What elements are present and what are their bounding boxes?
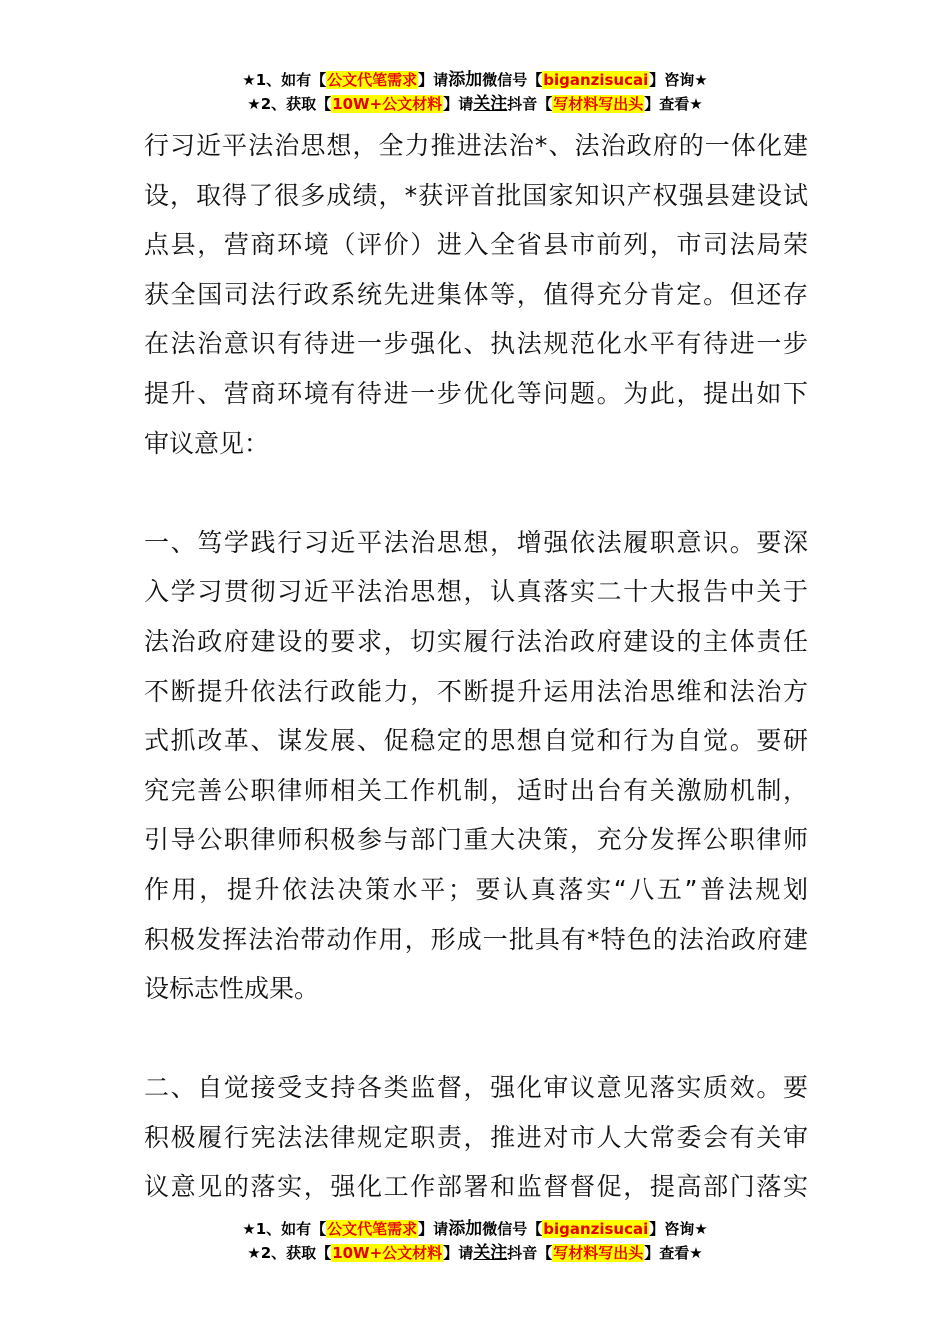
banner-text: 】咨询★ [649, 1220, 708, 1238]
text-line: 设，取得了很多成绩，*获评首批国家知识产权强县建设试 [144, 180, 808, 210]
text-line: 不断提升依法行政能力，不断提升运用法治思维和法治方 [144, 676, 808, 706]
banner-highlight: 公文代笔需求 [327, 1220, 418, 1238]
banner-wechat-id: biganzisucai [543, 71, 649, 89]
banner-wechat-id: biganzisucai [543, 1220, 649, 1238]
paragraph-intro [144, 121, 808, 468]
banner-line-2 [0, 92, 950, 116]
banner-text: ★2、获取【 [247, 1244, 332, 1262]
paragraph-one [144, 518, 808, 1014]
banner-text: 】咨询★ [649, 71, 708, 89]
banner-highlight: 10W+公文材料 [332, 95, 443, 113]
banner-highlight: 公文代笔需求 [327, 71, 418, 89]
banner-text: 】请 [418, 71, 449, 89]
text-line: 引导公职律师积极参与部门重大决策，充分发挥公职律师 [144, 825, 808, 855]
text-line: 议意见的落实，强化工作部署和监督督促，提高部门落实 [144, 1172, 808, 1202]
paragraph-gap [144, 1014, 808, 1064]
paragraph-two [144, 1063, 808, 1212]
banner-emphasis: 添加 [448, 70, 483, 90]
text-line: 究完善公职律师相关工作机制，适时出台有关激励机制， [144, 775, 808, 805]
text-line: 设标志性成果。 [144, 974, 320, 1004]
banner-emphasis: 关注 [473, 1243, 508, 1263]
banner-douyin-id: 写材料写出头 [553, 1244, 644, 1262]
text-line: 积极发挥法治带动作用，形成一批具有*特色的法治政府建 [144, 924, 808, 954]
banner-text: 抖音【 [507, 1244, 553, 1262]
text-line: 在法治意识有待进一步强化、执法规范化水平有待进一步 [144, 329, 808, 359]
text-line: 作用，提升依法决策水平；要认真落实“八五”普法规划 [144, 874, 808, 904]
top-banner [0, 68, 950, 116]
text-line: 积极履行宪法法律规定职责，推进对市人大常委会有关审 [144, 1122, 808, 1152]
banner-emphasis: 添加 [448, 1219, 483, 1239]
banner-text: 微信号【 [482, 1220, 543, 1238]
banner-text: ★1、如有【 [242, 71, 327, 89]
banner-emphasis: 关注 [473, 94, 508, 114]
bottom-banner [0, 1217, 950, 1265]
text-line: 提升、营商环境有待进一步优化等问题。为此，提出如下 [144, 378, 808, 408]
text-line: 审议意见： [144, 428, 270, 458]
banner-douyin-id: 写材料写出头 [553, 95, 644, 113]
text-line: 行习近平法治思想，全力推进法治*、法治政府的一体化建 [144, 131, 808, 160]
banner-text: 】请 [443, 1244, 474, 1262]
banner-line-2 [0, 1241, 950, 1265]
banner-text: 】请 [418, 1220, 449, 1238]
text-line: 点县，营商环境（评价）进入全省县市前列，市司法局荣 [144, 230, 808, 260]
banner-text: ★2、获取【 [247, 95, 332, 113]
text-line: 法治政府建设的要求，切实履行法治政府建设的主体责任 [144, 626, 808, 656]
text-line: 入学习贯彻习近平法治思想，认真落实二十大报告中关于 [144, 577, 808, 607]
banner-line-1 [0, 1217, 950, 1241]
banner-text: ★1、如有【 [242, 1220, 327, 1238]
document-body [144, 121, 808, 1212]
paragraph-gap [144, 468, 808, 518]
banner-text: 】请 [443, 95, 474, 113]
banner-text: 】查看★ [644, 1244, 703, 1262]
banner-highlight: 10W+公文材料 [332, 1244, 443, 1262]
text-line: 二、自觉接受支持各类监督，强化审议意见落实质效。要 [144, 1073, 808, 1103]
banner-text: 】查看★ [644, 95, 703, 113]
banner-line-1 [0, 68, 950, 92]
text-line: 式抓改革、谋发展、促稳定的思想自觉和行为自觉。要研 [144, 726, 808, 756]
text-line: 获全国司法行政系统先进集体等，值得充分肯定。但还存 [144, 279, 808, 309]
text-line: 一、笃学践行习近平法治思想，增强依法履职意识。要深 [144, 527, 808, 557]
banner-text: 抖音【 [507, 95, 553, 113]
banner-text: 微信号【 [482, 71, 543, 89]
